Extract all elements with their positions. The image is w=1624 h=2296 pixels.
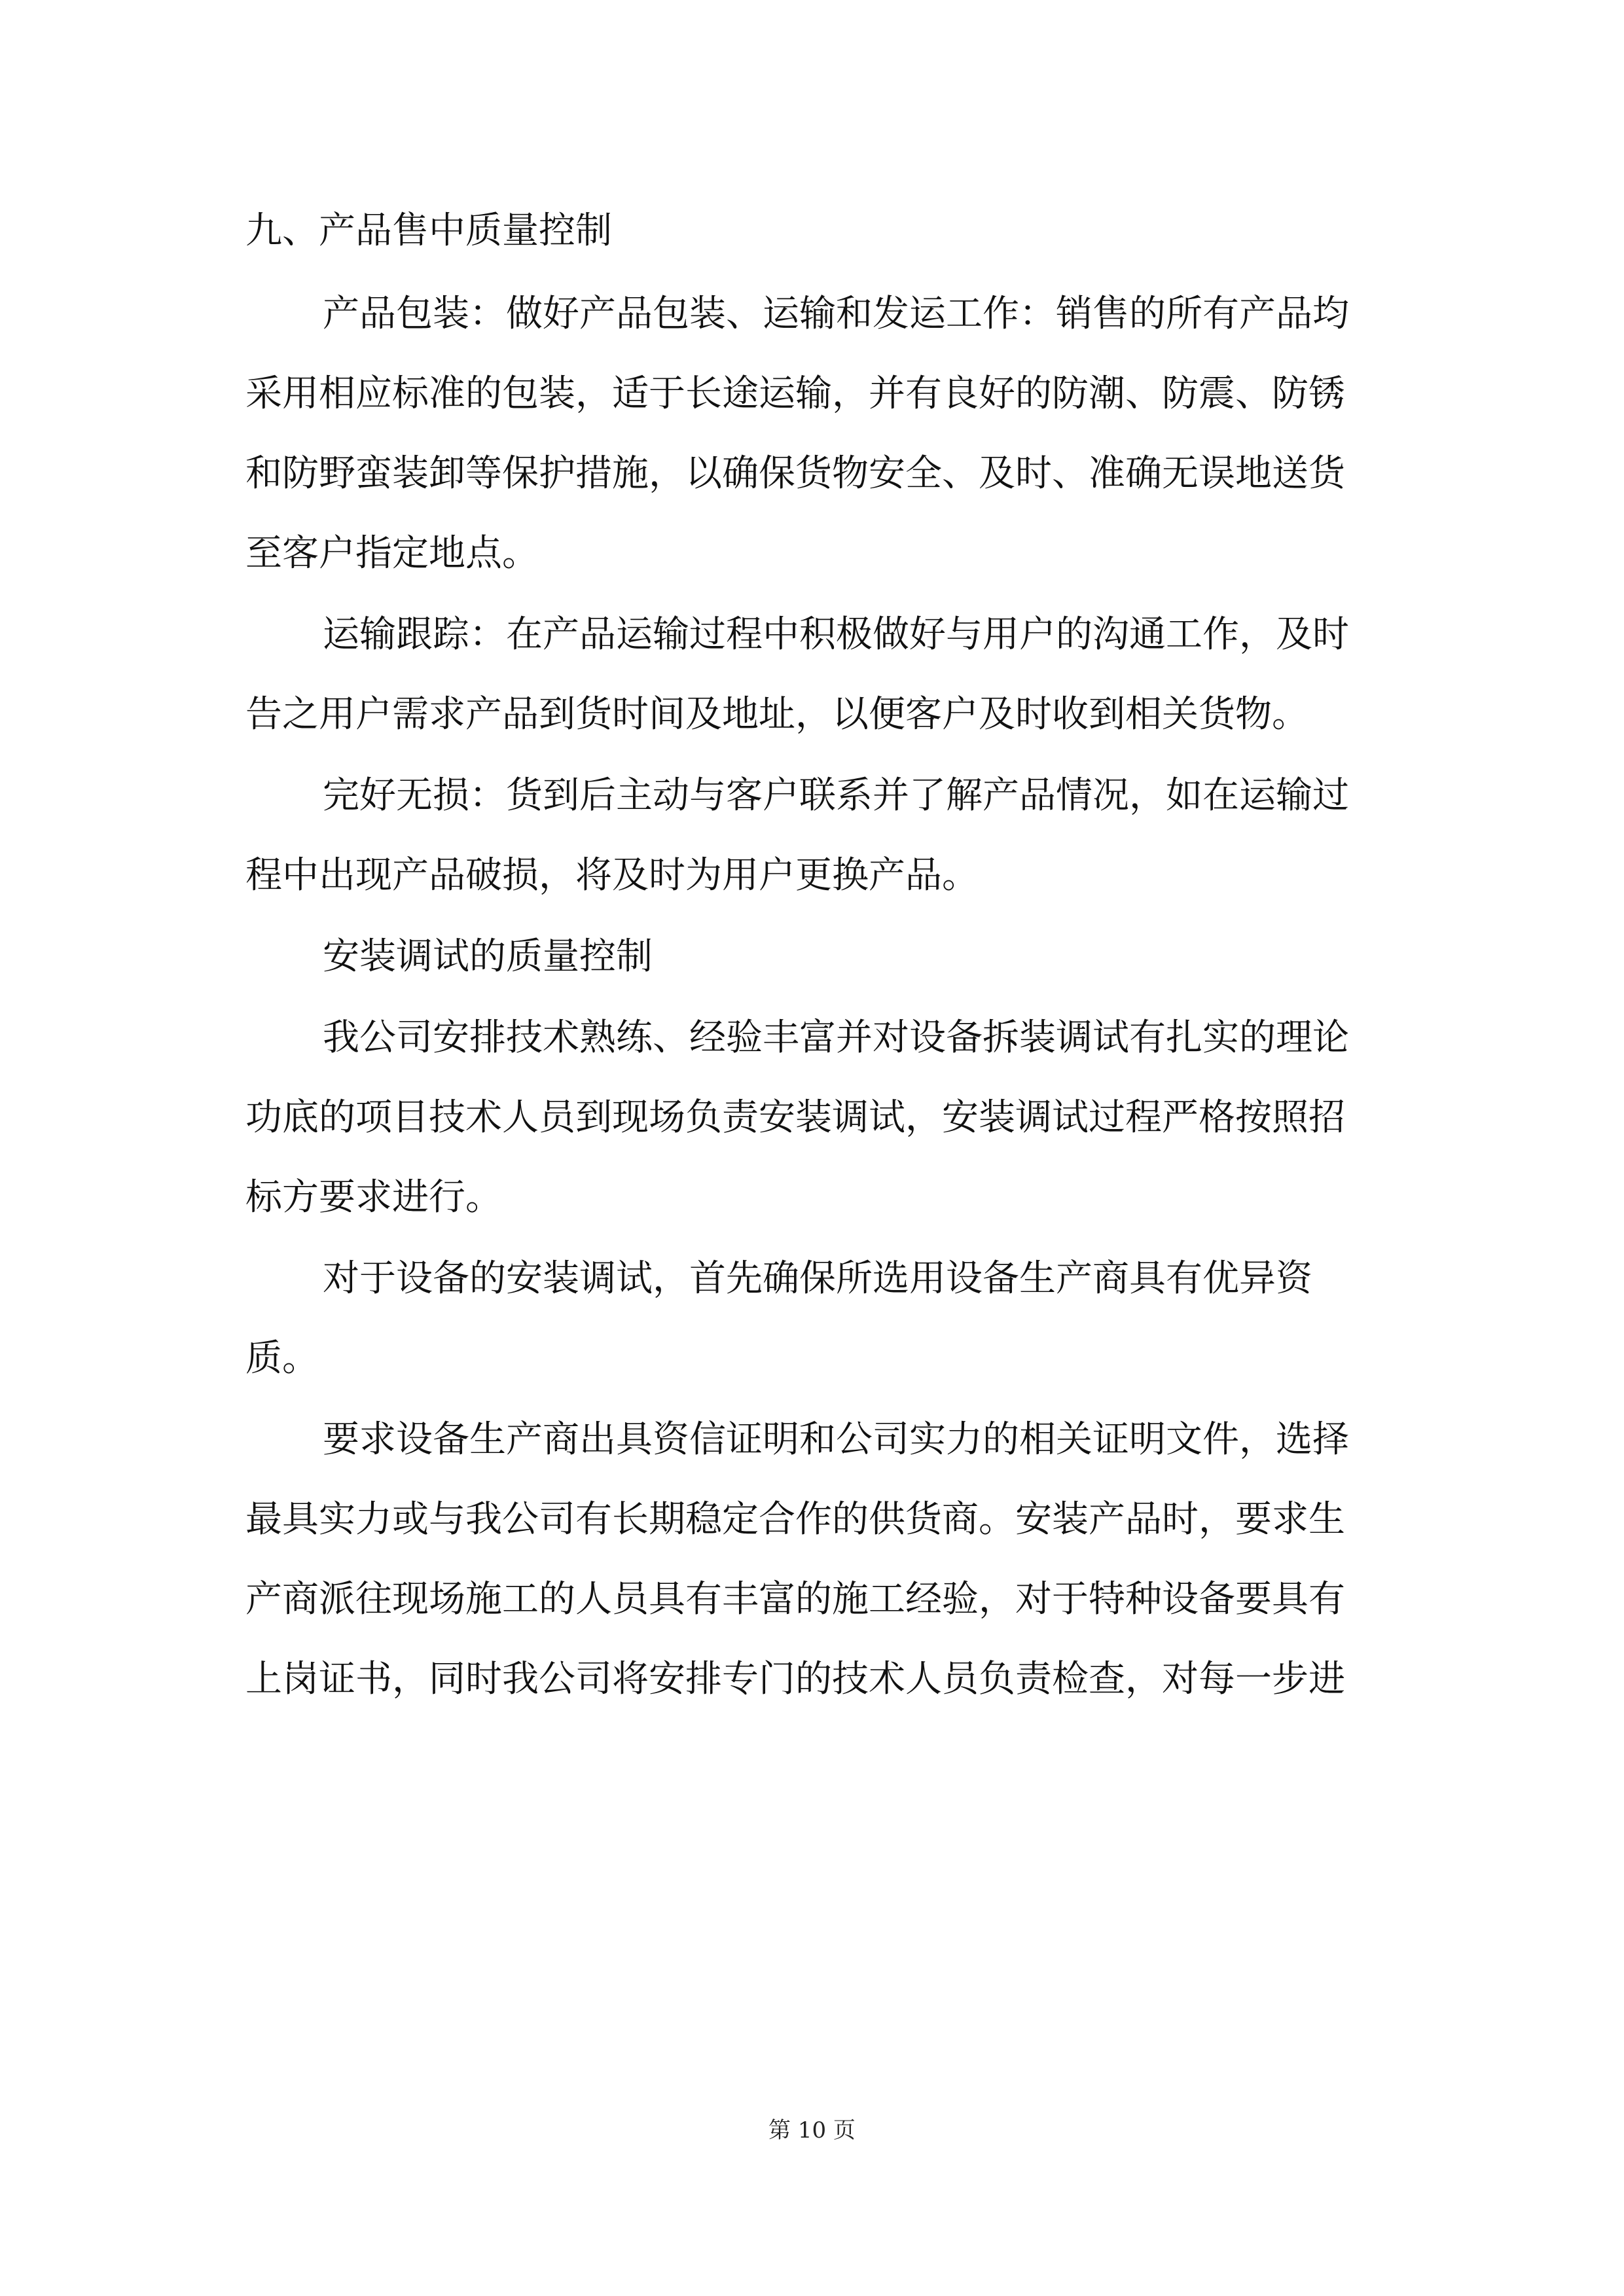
paragraph-line: 最具实力或与我公司有长期稳定合作的供货商。安装产品时，要求生 — [245, 1498, 1345, 1541]
paragraph-line: 完好无损：货到后主动与客户联系并了解产品情况，如在运输过 — [323, 774, 1349, 817]
paragraph-line: 产品包装：做好产品包装、运输和发运工作：销售的所有产品均 — [323, 293, 1349, 335]
paragraph-line: 采用相应标准的包装，适于长途运输，并有良好的防潮、防震、防锈 — [245, 372, 1345, 415]
paragraph-line: 上岗证书，同时我公司将安排专门的技术人员负责检查，对每一步进 — [245, 1658, 1345, 1700]
page-number: 第 10 页 — [768, 2117, 856, 2144]
paragraph-line: 对于设备的安装调试，首先确保所选用设备生产商具有优异资 — [323, 1257, 1312, 1300]
paragraph-line: 产商派往现场施工的人员具有丰富的施工经验，对于特种设备要具有 — [245, 1578, 1345, 1621]
paragraph-line: 质。 — [245, 1337, 319, 1380]
paragraph-line: 我公司安排技术熟练、经验丰富并对设备拆装调试有扎实的理论 — [323, 1016, 1349, 1059]
paragraph-line: 标方要求进行。 — [245, 1176, 502, 1219]
section-heading: 九、产品售中质量控制 — [245, 209, 612, 252]
paragraph-line: 要求设备生产商出具资信证明和公司实力的相关证明文件，选择 — [323, 1418, 1349, 1461]
paragraph-line: 运输跟踪：在产品运输过程中积极做好与用户的沟通工作，及时 — [323, 613, 1349, 656]
paragraph-line: 告之用户需求产品到货时间及地址，以便客户及时收到相关货物。 — [245, 693, 1308, 736]
paragraph-line: 功底的项目技术人员到现场负责安装调试，安装调试过程严格按照招 — [245, 1096, 1345, 1139]
paragraph-line: 程中出现产品破损，将及时为用户更换产品。 — [245, 854, 979, 897]
paragraph-line: 至客户指定地点。 — [245, 532, 539, 575]
subsection-heading: 安装调试的质量控制 — [323, 935, 653, 978]
paragraph-line: 和防野蛮装卸等保护措施，以确保货物安全、及时、准确无误地送货 — [245, 452, 1345, 495]
